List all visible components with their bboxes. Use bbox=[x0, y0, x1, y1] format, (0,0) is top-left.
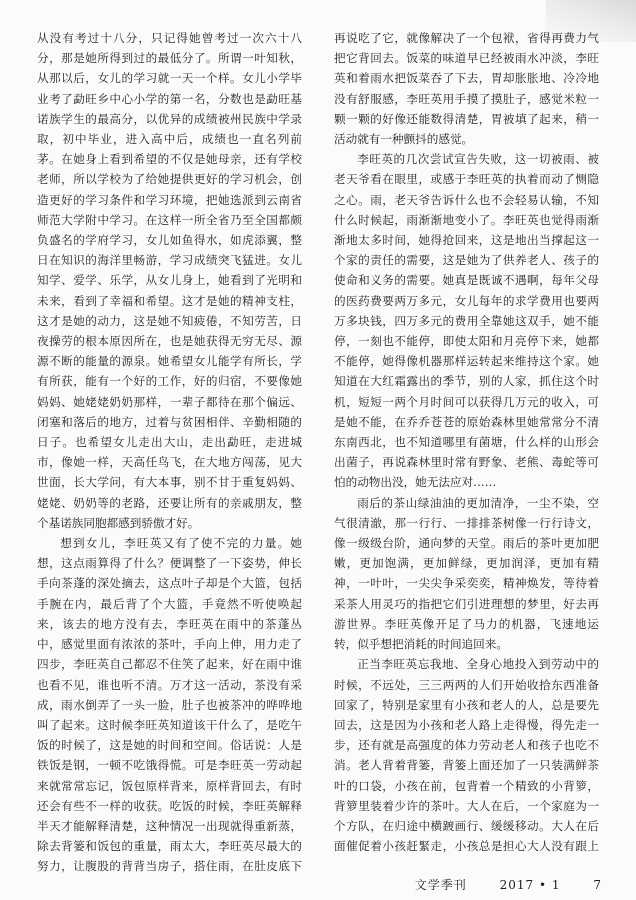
paragraph: 正当李旺英忘我地、全身心地投入到劳动中的时候，不远处，三三两两的人们开始收拾东西准备回家了，特别是家里有小孩和老人的人，总是要先回去，这是因为小孩和老人路上走得慢，得先走一步，还有就是高强度的体力劳动老人和孩子也吃不消。老人背着背篓，背篓上面还加了一只装满鲜茶叶的口袋，小孩在前，包背着一个精致的小背箩，背箩里装着少许的茶叶。大人在后，一个家庭为一个方队，在归途中横踱画行、缓缓移动。大人在后面催促着小孩赶緊走，小孩总是担心大人没有跟上 bbox=[334, 657, 599, 854]
page-number: 7 bbox=[593, 878, 602, 892]
right-text-column bbox=[334, 28, 599, 856]
issue-number: 2017 • 1 bbox=[499, 878, 561, 892]
paragraph: 再说吃了它，就像解决了一个包袱，省得再费力气把它背回去。饭菜的味道早已经被雨水冲淡，李旺英和着雨水把饭菜吞了下去，胃却胀胀地、冷冷地没有舒服感，李旺英用手摸了摸肚子，感觉米粒一颗一颗的好像还能数得清楚，胃被填了起来，稍一活动就有一种颤抖的感觉。 bbox=[334, 31, 599, 147]
paragraph: 从没有考过十八分，只记得她曾考过一次六十八分，那是她所得到过的最低分了。所谓一叶知秋，从那以后，女儿的学习就一天一个样。女儿小学毕业考了勐旺乡中心小学的第一名，分数也是勐旺基诺族学生的最高分，以优异的成绩被州民族中学录取，初中毕业，进入高中后，成绩也一直名列前茅。在她身上看到希望的不仅是她母亲，还有学校老师，所以学校为了给她提供更好的学习机会，创造更好的学习条件和学习环境，把她选派到云南省师范大学附中学习。在这样一所全省乃至全国都颇负盛名的学府学习，女儿如鱼得水，如虎添翼，整日在知识的海洋里畅游，学习成绩突飞猛进。女儿知学、爱学、乐学，从女儿身上，她看到了光明和未来，看到了幸福和希望。这才是她的精神支柱，这才是她的动力，这是她不知疲倦，不知劳苦，日夜操劳的根本原因所在，也是她获得无穷无尽、源源不断的能量的源泉。她希望女儿能学有所长，学有所获，能有一个好的工作，好的归宿，不要像她妈妈、她姥姥奶奶那样，一辈子都待在那个偏远、闭塞和落后的地方，过着与贫困相伴、辛勤相随的日子。也希望女儿走出大山，走出勐旺，走进城市，像她一样，天高任鸟飞，在大地方闯荡，见大世面，长大学问，有大本事，别不甘于重复妈妈、姥姥、奶奶等的老路，还要让所有的亲戚朋友，整个基诺族同胞都感到骄傲才好。 bbox=[37, 31, 302, 530]
left-text-column bbox=[37, 28, 302, 873]
paragraph: 李旺英的几次尝试宣告失败，这一切被雨、被老天爷看在眼里，或感于李旺英的执着而动了恻隐之心。雨，老天爷告诉什么也不会轻易认输，不知什么时候起，雨渐渐地变小了。李旺英也觉得雨渐渐地太多时间，她得抢回来，这是地出当撑起这一个家的责任的需要，这是她为了供养老人、孩子的使命和义务的需要。她真是既诚不遇啊，每年父母的医药费要两万多元，女儿每年的求学费用也要两万多块钱，四万多元的费用全靠她这双手，她不能停，一刻也不能停，即使太阳和月亮停下来，她都不能停，她得像机器那样运转起来维持这个家。她知道在大红霜露出的季节，别的人家，抓住这个时机，短短一两个月时间可以获得几万元的收入，可是她不能，在乔乔苍苍的原始森林里她常常分不清东南西北，也不知道哪里有菌塘，什么样的山形会出菌子，再说森林里时常有野象、老熊、毒蛇等可怕的动物出没，她无法应对…… bbox=[334, 152, 599, 490]
page-footer bbox=[387, 876, 602, 893]
paragraph: 雨后的茶山绿油油的更加清净，一尘不染，空气很清澈，那一行行、一排排茶树像一行行诗文，像一级级台阶，通向梦的天堂。雨后的茶叶更加肥嫩，更加饱满，更加鲜绿，更加润泽，更加有精神，一叶叶，一尖尖争采奕奕，精神焕发，等待着采茶人用灵巧的指把它们引进理想的梦里，好去再游世界。李旺英像开足了马力的机器，飞速地运转，似乎想把消耗的时间追回来。 bbox=[334, 495, 599, 652]
journal-name: 文学季刊 bbox=[414, 878, 467, 892]
paragraph: 想到女儿，李旺英又有了使不完的力量。她想，这点雨算得了什么？便调整了一下姿势，伸长手向茶蓬的深处摘去，这点叶子却是个大篮，包括手腕在内，最后背了个大篮，手竟然不听使唤起来，该去的地方没有去，李旺英在雨中的茶蓬丛中，感觉里面有浓浓的茶叶，手向上伸，用力走了四步，李旺英自己都忍不住笑了起来，好在雨中谁也看不见，谁也听不清。万才这一活动，茶没有采成，雨水倒弄了一头一脸，肚子也被茶冲的哗哗地叫了起来。这时候李旺英知道该干什么了，是吃午饭的时候了，这是她的时间和空间。俗话说：人是铁饭是钢，一顿不吃饿得慌。可是李旺英一劳动起来就常常忘记，饭包原样背来，原样背回去，有时还会有些不一样的收获。吃饭的时候，李旺英解释半天才能解释清楚，这种情况一出现就得重新蒸，除去背篓和饭包的重量，雨太大，李旺英尽最大的努力，让腹股的背背当房子，搭住雨，在肚皮底下 bbox=[37, 536, 302, 873]
